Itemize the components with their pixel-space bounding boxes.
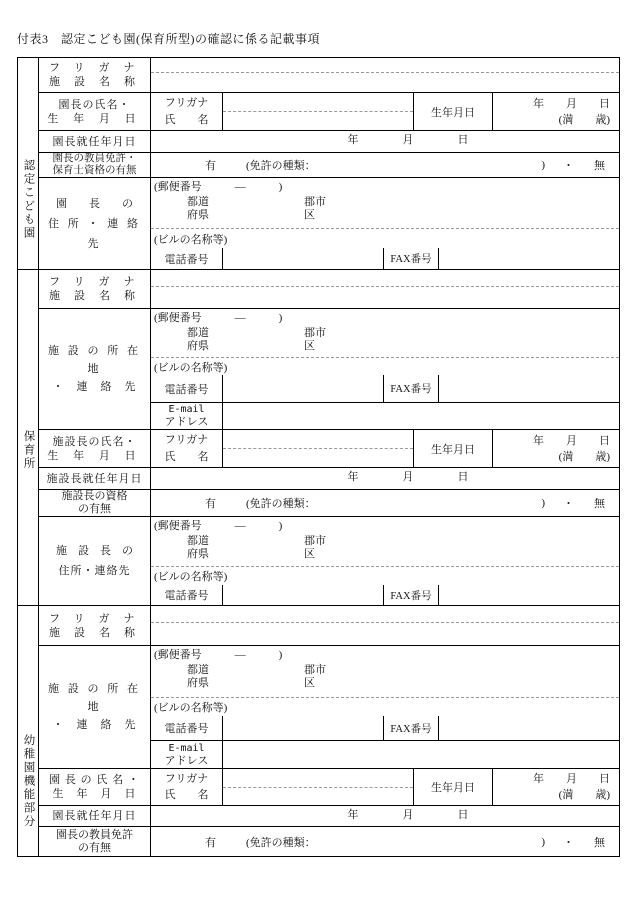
- furigana-sublabel: フリガナ: [164, 434, 209, 447]
- row-label-appointment-date: [39, 806, 151, 826]
- fax-field[interactable]: [439, 716, 619, 740]
- row-facility-address: [39, 646, 619, 769]
- phone-fax-row: [151, 585, 619, 605]
- license-label-line2: の有無: [78, 841, 111, 854]
- furigana-sublabel: フリガナ: [164, 97, 209, 110]
- facility-furigana-field[interactable]: [151, 270, 619, 287]
- director-address-label-line2: 住 所 ・ 連 絡 先: [48, 217, 141, 250]
- row-label-facility-name: [39, 606, 151, 645]
- row-label-facility-address: [39, 646, 151, 768]
- appointment-ymd: 年 月 日: [347, 809, 469, 821]
- address-field[interactable]: [151, 309, 619, 358]
- birthdate-field[interactable]: [493, 430, 619, 467]
- director-name-field[interactable]: [223, 788, 413, 806]
- birthdate-label: 生年月日: [413, 769, 493, 805]
- name-sublabel: 氏 名: [164, 113, 209, 126]
- row-label-facility-name: [39, 270, 151, 308]
- building-name-label: (ビルの名称等): [154, 361, 228, 374]
- row-label-director-license: [39, 153, 151, 177]
- director-furigana-field[interactable]: [223, 93, 413, 112]
- birthdate-ymd: 年 月 日: [533, 773, 610, 785]
- postal-code-field[interactable]: (郵便番号 ― ): [154, 181, 283, 193]
- phone-fax-row: [151, 375, 619, 403]
- appointment-ymd: 年 月 日: [347, 471, 469, 483]
- prefecture-label: 都道 府県: [187, 327, 209, 352]
- appointment-date-label: 施設長就任年月日: [46, 472, 143, 485]
- license-label-line1: 施設長の資格: [61, 490, 128, 502]
- facility-address-label-line1: 施 設 の 所 在 地: [48, 345, 141, 375]
- row-label-head-address: [39, 517, 151, 605]
- fax-label: FAX番号: [384, 716, 439, 740]
- form-table: [17, 57, 620, 857]
- facility-address-label-line1: 施 設 の 所 在 地: [48, 683, 141, 713]
- name-sublabels: [151, 430, 223, 467]
- facility-furigana-field[interactable]: [151, 606, 619, 623]
- license-close-paren: ): [541, 497, 545, 509]
- email-field[interactable]: [223, 741, 619, 768]
- prefecture-label: 都道 府県: [187, 535, 209, 560]
- head-address-label-line1: 施 設 長 の: [56, 545, 133, 557]
- section-label-yochien-kinou: 幼稚園機能部分: [18, 606, 39, 856]
- row-label-head-qualification: [39, 490, 151, 516]
- phone-label: 電話番号: [151, 375, 223, 402]
- head-name-label-line2: 生 年 月 日: [47, 449, 142, 462]
- birthdate-label: 生年月日: [413, 430, 493, 467]
- fax-field[interactable]: [439, 585, 619, 605]
- license-yes: 有: [205, 836, 216, 849]
- row-label-facility-name: [39, 58, 151, 92]
- license-label-line1: 園長の教員免許: [56, 828, 133, 841]
- license-no: 無: [594, 836, 605, 849]
- building-name-field[interactable]: [151, 229, 619, 248]
- postal-code-field[interactable]: (郵便番号 ― ): [154, 520, 283, 532]
- phone-fax-row: [151, 716, 619, 741]
- appointment-date-label: 園長就任年月日: [52, 810, 137, 822]
- director-name-label-line1: 園 長 の 氏 名 ・: [49, 774, 140, 786]
- section-label-hoikusho: 保育所: [18, 270, 39, 605]
- row-label-director-name: [39, 93, 151, 130]
- license-close-paren: ): [541, 835, 545, 848]
- postal-code-field[interactable]: (郵便番号 ― ): [154, 649, 283, 661]
- section-hoikusho: [18, 270, 619, 606]
- furigana-label: フリガナ: [49, 62, 149, 74]
- license-type-label: (免許の種類：: [246, 498, 316, 510]
- building-name-label: (ビルの名称等): [154, 571, 228, 583]
- name-sublabel: 氏 名: [164, 789, 209, 801]
- email-label: E-mail アドレス: [151, 741, 223, 768]
- license-label-line2: 保育士資格の有無: [52, 165, 137, 176]
- furigana-label: フリガナ: [49, 612, 149, 625]
- prefecture-label: 都道 府県: [187, 664, 209, 689]
- birthdate-label: 生年月日: [413, 93, 493, 130]
- head-name-label-line1: 施設長の氏名・: [52, 435, 137, 448]
- row-director-appointment-date: [39, 806, 619, 827]
- email-row: [151, 741, 619, 768]
- license-label-line1: 園長の教員免許・: [52, 153, 137, 164]
- postal-code-field[interactable]: (郵便番号 ― ): [154, 312, 283, 324]
- fax-label: FAX番号: [384, 375, 439, 402]
- license-no: 無: [594, 498, 605, 510]
- license-yes: 有: [205, 498, 216, 510]
- page-title: 付表3 認定こども園(保育所型)の確認に係る記載事項: [17, 32, 320, 46]
- birthdate-age: (満 歳): [558, 789, 610, 801]
- director-address-label-line1: 園 長 の: [56, 197, 133, 210]
- facility-name-label: 施設名称: [49, 626, 149, 639]
- email-row: [151, 403, 619, 429]
- facility-name-field[interactable]: [151, 73, 619, 92]
- row-label-director-license: [39, 827, 151, 856]
- license-separator-dot: ・: [563, 160, 574, 172]
- facility-name-label: 施設名称: [49, 76, 149, 88]
- row-director-name-birthdate: [39, 769, 619, 806]
- head-name-field[interactable]: [223, 449, 413, 467]
- row-director-address: [39, 178, 619, 269]
- city-label: 郡市 区: [304, 664, 326, 689]
- license-separator-dot: ・: [563, 498, 574, 510]
- furigana-label: フリガナ: [49, 276, 149, 288]
- row-facility-address: [39, 309, 619, 430]
- row-facility-name: [39, 270, 619, 309]
- license-type-label: (免許の種類：: [246, 160, 316, 172]
- director-name-label-line1: 園長の氏名・: [58, 98, 131, 111]
- row-head-qualification: [39, 490, 619, 517]
- phone-field[interactable]: [223, 248, 384, 269]
- appointment-date-field[interactable]: [151, 806, 619, 826]
- row-director-appointment-date: [39, 131, 619, 153]
- birthdate-age: (満 歳): [558, 450, 610, 463]
- birthdate-ymd: 年 月 日: [533, 434, 610, 447]
- row-label-director-address: [39, 178, 151, 269]
- furigana-sublabel: フリガナ: [164, 773, 209, 785]
- name-sublabels: [151, 93, 223, 130]
- phone-field[interactable]: [223, 585, 384, 605]
- address-field[interactable]: [151, 517, 619, 567]
- row-head-address: [39, 517, 619, 605]
- section-yochien-kinou: [18, 606, 619, 856]
- row-facility-head-name-birthdate: [39, 430, 619, 468]
- city-label: 郡市 区: [304, 327, 326, 352]
- address-field[interactable]: [151, 178, 619, 229]
- director-furigana-field[interactable]: [223, 769, 413, 788]
- license-separator-dot: ・: [563, 836, 574, 849]
- building-name-field[interactable]: [151, 567, 619, 585]
- name-sublabels: [151, 769, 223, 805]
- license-field[interactable]: [151, 827, 619, 856]
- building-name-label: (ビルの名称等): [154, 233, 228, 246]
- license-field[interactable]: [151, 490, 619, 516]
- row-director-license: [39, 827, 619, 856]
- birthdate-age: (満 歳): [558, 113, 610, 126]
- fax-field[interactable]: [439, 375, 619, 402]
- section-label-certified-kodomoen: 認定こども園: [18, 58, 39, 269]
- row-label-director-name: [39, 769, 151, 805]
- phone-fax-row: [151, 248, 619, 269]
- facility-name-label: 施設名称: [49, 290, 149, 302]
- row-label-appointment-date: [39, 131, 151, 152]
- facility-address-label-line2: ・ 連 絡 先: [52, 719, 137, 731]
- phone-label: 電話番号: [151, 248, 223, 269]
- head-address-label-line2: 住所・連絡先: [58, 565, 131, 577]
- director-name-label-line2: 生 年 月 日: [47, 112, 142, 125]
- building-name-field[interactable]: [151, 358, 619, 375]
- head-furigana-field[interactable]: [223, 430, 413, 449]
- fax-label: FAX番号: [384, 585, 439, 605]
- license-field[interactable]: [151, 153, 619, 177]
- city-label: 郡市 区: [304, 535, 326, 560]
- phone-field[interactable]: [223, 375, 384, 402]
- address-field[interactable]: [151, 646, 619, 698]
- phone-label: 電話番号: [151, 716, 223, 740]
- license-no: 無: [594, 160, 605, 172]
- license-close-paren: ): [541, 159, 545, 171]
- building-name-field[interactable]: [151, 698, 619, 716]
- license-yes: 有: [205, 160, 216, 172]
- row-label-facility-head-name: [39, 430, 151, 467]
- row-label-facility-address: [39, 309, 151, 429]
- name-sublabel: 氏 名: [164, 450, 209, 463]
- phone-label: 電話番号: [151, 585, 223, 605]
- section-certified-kodomoen: [18, 58, 619, 270]
- facility-name-field[interactable]: [151, 623, 619, 645]
- facility-furigana-field[interactable]: [151, 58, 619, 73]
- row-head-appointment-date: [39, 468, 619, 490]
- birthdate-field[interactable]: [493, 93, 619, 130]
- appointment-ymd: 年 月 日: [347, 134, 469, 146]
- director-name-field[interactable]: [223, 112, 413, 130]
- prefecture-label: 都道 府県: [187, 196, 209, 221]
- fax-field[interactable]: [439, 248, 619, 269]
- appointment-date-field[interactable]: [151, 468, 619, 489]
- email-label: E-mail アドレス: [151, 403, 223, 429]
- row-director-name-birthdate: [39, 93, 619, 131]
- facility-address-label-line2: ・ 連 絡 先: [52, 381, 137, 393]
- fax-label: FAX番号: [384, 248, 439, 269]
- appointment-date-field[interactable]: [151, 131, 619, 152]
- city-label: 郡市 区: [304, 196, 326, 221]
- birthdate-field[interactable]: [493, 769, 619, 805]
- row-facility-name: [39, 606, 619, 646]
- phone-field[interactable]: [223, 716, 384, 740]
- row-director-license: [39, 153, 619, 178]
- row-label-appointment-date: [39, 468, 151, 489]
- license-label-line2: の有無: [78, 503, 111, 515]
- birthdate-ymd: 年 月 日: [533, 97, 610, 110]
- building-name-label: (ビルの名称等): [154, 702, 228, 714]
- license-type-label: (免許の種類：: [246, 836, 316, 849]
- email-field[interactable]: [223, 403, 619, 429]
- row-facility-name: [39, 58, 619, 93]
- director-name-label-line2: 生 年 月 日: [52, 788, 137, 800]
- appointment-date-label: 園長就任年月日: [52, 135, 137, 148]
- facility-name-field[interactable]: [151, 287, 619, 308]
